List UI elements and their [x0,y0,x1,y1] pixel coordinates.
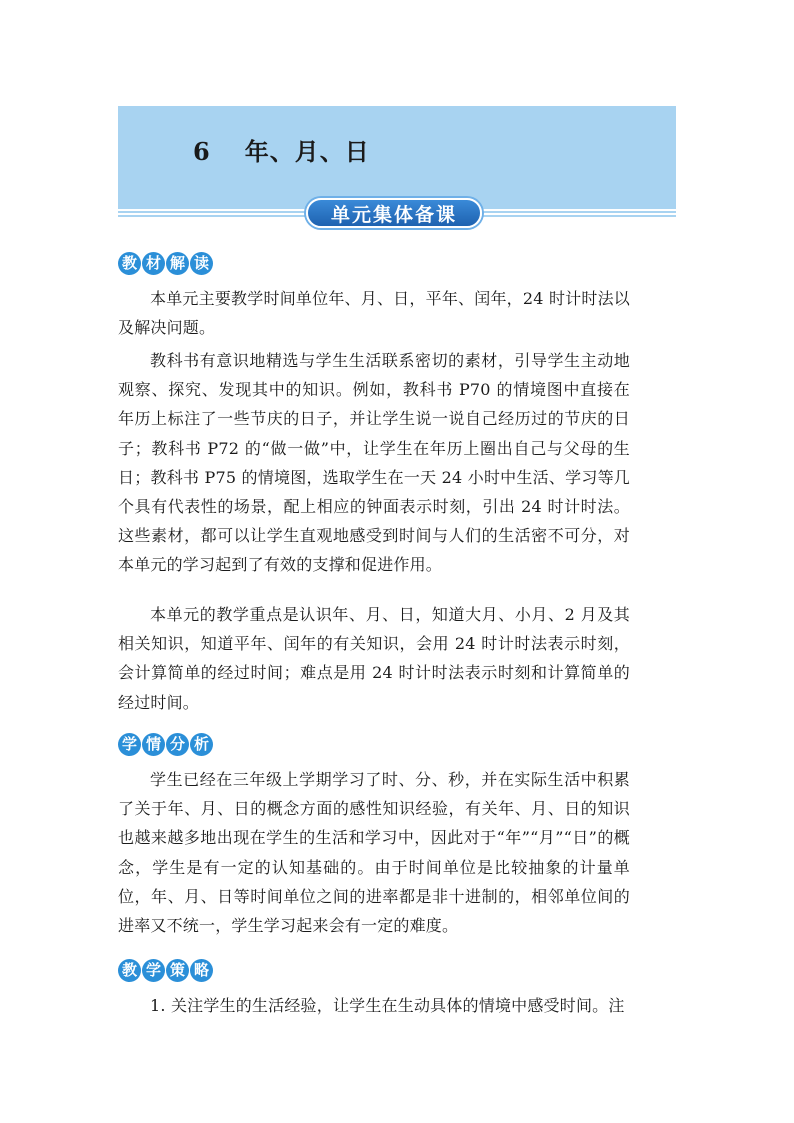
unit-prep-badge: 单元集体备课 [306,198,482,228]
tag-char: 教 [118,959,141,982]
paragraph: 本单元主要教学时间单位年、月、日，平年、闰年，24 时计时法以及解决问题。 [118,289,630,338]
paragraph: 教科书有意识地精选与学生生活联系密切的素材，引导学生主动地观察、探究、发现其中的知识。例如，教科书 P70 的情境图中直接在年历上标注了一些节庆的日子，并让学生说一说自己经历过的节庆的日子；教科书 P72 的“做一做”中，让学生在年历上圈出自己与父母的生日；教科书 P75 的情境图，选取学生在一天 24 小时中生活、学习等几个具有代表性的场景，配上相应的钟面表示时刻，引出 24 时计时法。这些素材，都可以让学生直观地感受到时间与人们的生活密不可分，对本单元的学习起到了有效的支撑和促进作用。 [118,351,630,575]
section-tag-teaching-strategy [118,957,214,984]
paragraph: 1. 关注学生的生活经验，让学生在生动具体的情境中感受时间。注 [150,996,625,1015]
banner-stripe [118,211,310,213]
tag-char: 读 [190,252,213,275]
banner-stripe [118,215,310,217]
tag-char: 教 [118,252,141,275]
tag-char: 析 [190,733,213,756]
tag-char: 略 [190,959,213,982]
paragraph: 本单元的教学重点是认识年、月、日，知道大月、小月、2 月及其相关知识，知道平年、闰年的有关知识，会用 24 时计时法表示时刻，会计算简单的经过时间；难点是用 24 时计时法表示时刻和计算简单的经过时间。 [118,605,630,712]
banner-stripe [482,211,676,213]
chapter-title [193,132,370,167]
tag-char: 学 [142,959,165,982]
tag-char: 分 [166,733,189,756]
chapter-number: 6 [193,137,211,166]
tag-char: 解 [166,252,189,275]
banner-stripe [118,207,310,209]
tag-char: 策 [166,959,189,982]
paragraph: 学生已经在三年级上学期学习了时、分、秒，并在实际生活中积累了关于年、月、日的概念方面的感性知识经验，有关年、月、日的知识也越来越多地出现在学生的生活和学习中，因此对于“年”“月”“日”的概念，学生是有一定的认知基础的。由于时间单位是比较抽象的计量单位，年、月、日等时间单位之间的进率都是非十进制的，相邻单位间的进率又不统一，学生学习起来会有一定的难度。 [118,770,630,936]
section-tag-textbook-reading [118,250,214,277]
banner-stripe [482,207,676,209]
section-tag-learning-analysis [118,731,214,758]
banner-stripe [482,215,676,217]
tag-char: 材 [142,252,165,275]
tag-char: 学 [118,733,141,756]
chapter-title-text: 年、月、日 [244,137,370,166]
tag-char: 情 [142,733,165,756]
